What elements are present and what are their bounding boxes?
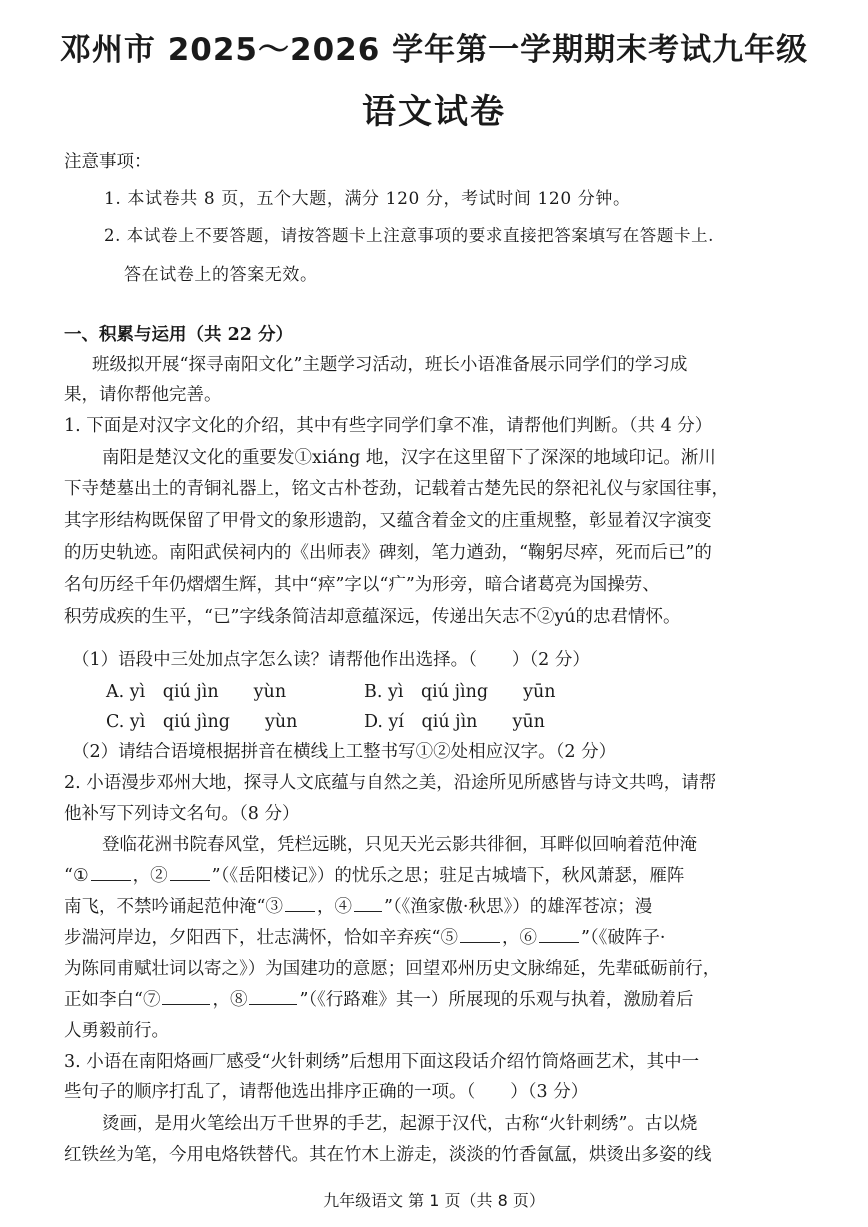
q1-passage-line: 的历史轨迹。南阳武侯祠内的《出师表》碑刻，笔力遒劲，“鞠躬尽瘁，死而后已”的	[64, 543, 712, 563]
q1-passage-line: 名句历经千年仍熠熠生辉，其中“瘁”字以“疒”为形旁，暗合诸葛亮为国操劳、	[64, 575, 660, 595]
q1-passage-line: 其字形结构既保留了甲骨文的象形遗韵，又蕴含着金文的庄重规整，彰显着汉字演变	[64, 511, 712, 531]
q2-passage-line: 人勇毅前行。	[64, 1021, 169, 1041]
answer-blank-1	[91, 880, 131, 881]
page-footer: 九年级语文 第 1 页（共 8 页）	[323, 1191, 545, 1210]
q1-passage-line: 南阳是楚汉文化的重要发①xiáng 地，汉字在这里留下了深深的地域印记。淅川	[102, 448, 716, 468]
q1-passage-line: 下寺楚墓出土的青铜礼器上，铭文古朴苍劲，记载着古楚先民的祭祀礼仪与家国往事，	[64, 479, 729, 499]
q1-passage-line: 积劳成疾的生平，“已”字线条简洁却意蕴深远，传递出矢志不②yú的忠君情怀。	[64, 607, 681, 627]
notes-item-1: 1. 本试卷共 8 页，五个大题，满分 120 分，考试时间 120 分钟。	[104, 189, 631, 209]
notes-heading: 注意事项：	[64, 152, 152, 172]
answer-blank-2	[170, 880, 210, 881]
answer-blank-8	[249, 1004, 297, 1005]
q3-passage-line: 红铁丝为笔，今用电烙铁替代。其在竹木上游走，淡淡的竹香氤氲，烘烫出多姿的线	[64, 1145, 712, 1165]
q3-passage-line: 烫画，是用火笔绘出万千世界的手艺，起源于汉代，古称“火针刺绣”。古以烧	[102, 1114, 698, 1134]
q2-passage-line: 正如李白“⑦ ，⑧ ”（《行路难》其一）所展现的乐观与执着，激励着后	[64, 990, 694, 1010]
section-1-intro-1: 班级拟开展“探寻南阳文化”主题学习活动，班长小语准备展示同学们的学习成	[92, 355, 688, 375]
question-2-stem-cont: 他补写下列诗文名句。（8 分）	[64, 804, 300, 824]
question-3-stem: 3. 小语在南阳烙画厂感受“火针刺绣”后想用下面这段话介绍竹筒烙画艺术，其中一	[64, 1052, 700, 1072]
q1-sub-1: （1）语段中三处加点字怎么读？请帮他作出选择。（ ）（2 分）	[72, 650, 590, 670]
q2-passage-line: 南飞，不禁吟诵起范仲淹“③ ，④ ”（《渔家傲·秋思》）的雄浑苍凉；漫	[64, 897, 653, 917]
q2-passage-line: 登临花洲书院春风堂，凭栏远眺，只见天光云影共徘徊，耳畔似回响着范仲淹	[102, 835, 697, 855]
exam-title: 邓州市 2025～2026 学年第一学期期末考试九年级	[59, 32, 809, 68]
notes-item-2: 2. 本试卷上不要答题，请按答题卡上注意事项的要求直接把答案填写在答题卡上.	[104, 226, 715, 245]
question-2-stem: 2. 小语漫步邓州大地，探寻人文底蕴与自然之美，沿途所见所感皆与诗文共鸣，请帮	[64, 773, 717, 793]
exam-subtitle: 语文试卷	[362, 92, 506, 132]
answer-blank-4	[354, 911, 382, 912]
q1-option-d: D. yí qiú jìn yūn	[364, 712, 545, 732]
q2-passage-line: 为陈同甫赋壮词以寄之》）为国建功的意愿；回望邓州历史文脉绵延，先辈砥砺前行，	[64, 959, 721, 979]
q1-option-a: A. yì qiú jìn yùn	[106, 682, 287, 702]
notes-item-2-cont: 答在试卷上的答案无效。	[124, 265, 318, 285]
question-3-stem-cont: 些句子的顺序打乱了，请帮他选出排序正确的一项。（ ）（3 分）	[64, 1082, 589, 1102]
section-1-heading: 一、积累与运用（共 22 分）	[64, 325, 294, 345]
answer-blank-7	[162, 1004, 210, 1005]
answer-blank-3	[285, 911, 315, 912]
q1-option-c: C. yì qiú jìng yùn	[106, 712, 298, 732]
question-1-stem: 1. 下面是对汉字文化的介绍，其中有些字同学们拿不准，请帮他们判断。（共 4 分）	[64, 416, 713, 436]
q2-passage-line: “① ，② ”（《岳阳楼记》）的忧乐之思；驻足古城墙下，秋风萧瑟，雁阵	[64, 866, 685, 886]
answer-blank-6	[539, 942, 579, 943]
q1-option-b: B. yì qiú jìng yūn	[364, 682, 556, 702]
q2-passage-line: 步湍河岸边，夕阳西下，壮志满怀，恰如辛弃疾“⑤ ，⑥ ”（《破阵子·	[64, 928, 666, 948]
answer-blank-5	[460, 942, 500, 943]
q1-sub-2: （2）请结合语境根据拼音在横线上工整书写①②处相应汉字。（2 分）	[72, 742, 617, 762]
section-1-intro-2: 果，请你帮他完善。	[64, 385, 222, 405]
